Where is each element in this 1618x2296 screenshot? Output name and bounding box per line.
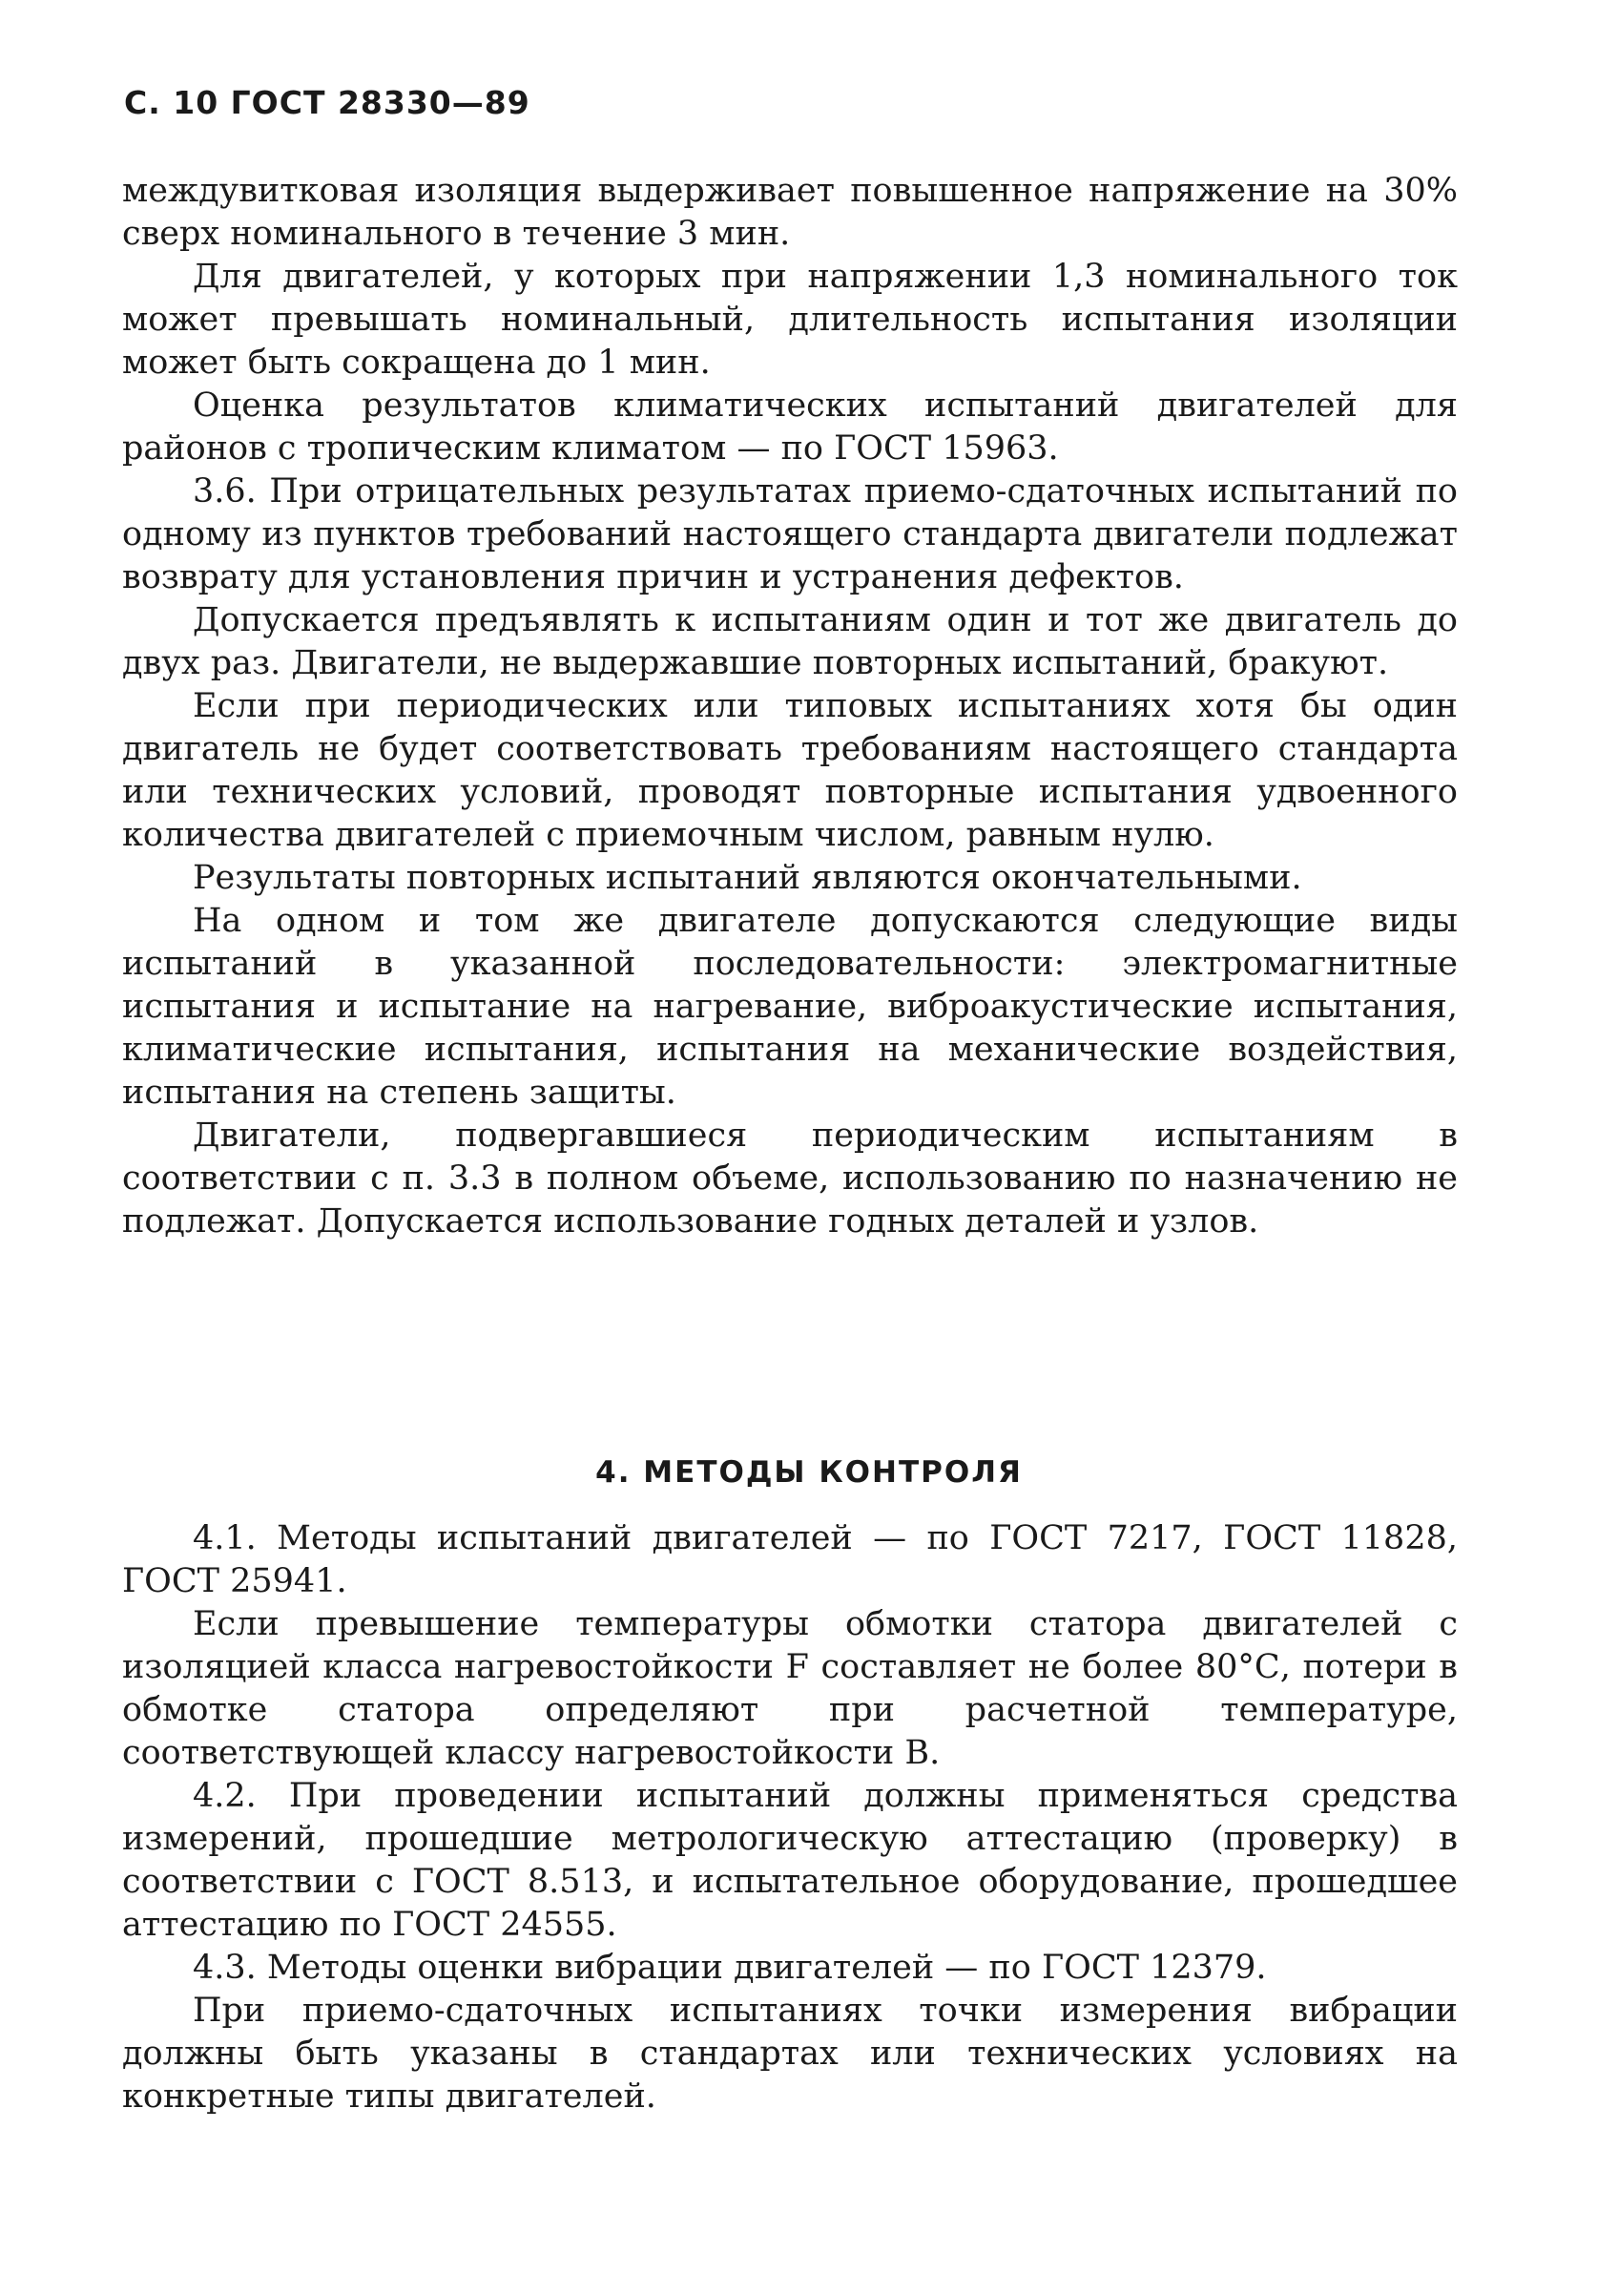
paragraph: Допускается предъявлять к испытаниям один и тот же двигатель до двух раз. Двигатели, не выдержавшие повторных испытаний, бракуют.: [122, 601, 1458, 682]
paragraph: междувитковая изоляция выдерживает повышенное напряжение на 30% сверх номинального в течение 3 мин.: [122, 172, 1458, 253]
paragraph: Для двигателей, у которых при напряжении 1,3 номинального ток может превышать номинальный, длительность испытания изоляции может быть сокращена до 1 мин.: [122, 258, 1458, 382]
paragraph: Двигатели, подвергавшиеся периодическим испытаниям в соответствии с п. 3.3 в полном объеме, использованию по назначению не подлежат. Допускается использование годных деталей и узлов.: [122, 1117, 1458, 1241]
section-heading: 4. МЕТОДЫ КОНТРОЛЯ: [595, 1455, 1023, 1490]
text-block-section-4: [122, 1517, 1458, 2119]
paragraph-3-6: 3.6. При отрицательных результатах приемо-сдаточных испытаний по одному из пунктов требований настоящего стандарта двигатели подлежат возврату для установления причин и устранения дефектов.: [122, 472, 1458, 596]
paragraph: Если при периодических или типовых испытаниях хотя бы один двигатель не будет соответствовать требованиям настоящего стандарта или технических условий, проводят повторные испытания удвоенного количества двигателей с приемочным числом, равным нулю.: [122, 687, 1458, 854]
paragraph: Результаты повторных испытаний являются окончательными.: [193, 859, 1302, 897]
paragraph: Оценка результатов климатических испытаний двигателей для районов с тропическим климатом — по ГОСТ 15963.: [122, 386, 1458, 468]
paragraph-4-3: 4.3. Методы оценки вибрации двигателей — по ГОСТ 12379.: [193, 1949, 1267, 1987]
page-header: С. 10 ГОСТ 28330—89: [124, 84, 530, 121]
paragraph: На одном и том же двигателе допускаются следующие виды испытаний в указанной последовательности: электромагнитные испытания и испытание на нагревание, виброакустические испытания, климатические испытания, испытания на механические воздействия, испытания на степень защиты.: [122, 902, 1458, 1112]
text-block-section-3: [122, 170, 1458, 1243]
paragraph: При приемо-сдаточных испытаниях точки измерения вибрации должны быть указаны в стандартах или технических условиях на конкретные типы двигателей.: [122, 1992, 1458, 2116]
paragraph-4-2: 4.2. При проведении испытаний должны применяться средства измерений, прошедшие метрологическую аттестацию (проверку) в соответствии с ГОСТ 8.513, и испытательное оборудование, прошедшее аттестацию по ГОСТ 24555.: [122, 1777, 1458, 1944]
paragraph: Если превышение температуры обмотки статора двигателей с изоляцией класса нагревостойкости F составляет не более 80°С, потери в обмотке статора определяют при расчетной температуре, соответствующей классу нагревостойкости В.: [122, 1605, 1458, 1772]
paragraph-4-1: 4.1. Методы испытаний двигателей — по ГОСТ 7217, ГОСТ 11828, ГОСТ 25941.: [122, 1519, 1458, 1600]
